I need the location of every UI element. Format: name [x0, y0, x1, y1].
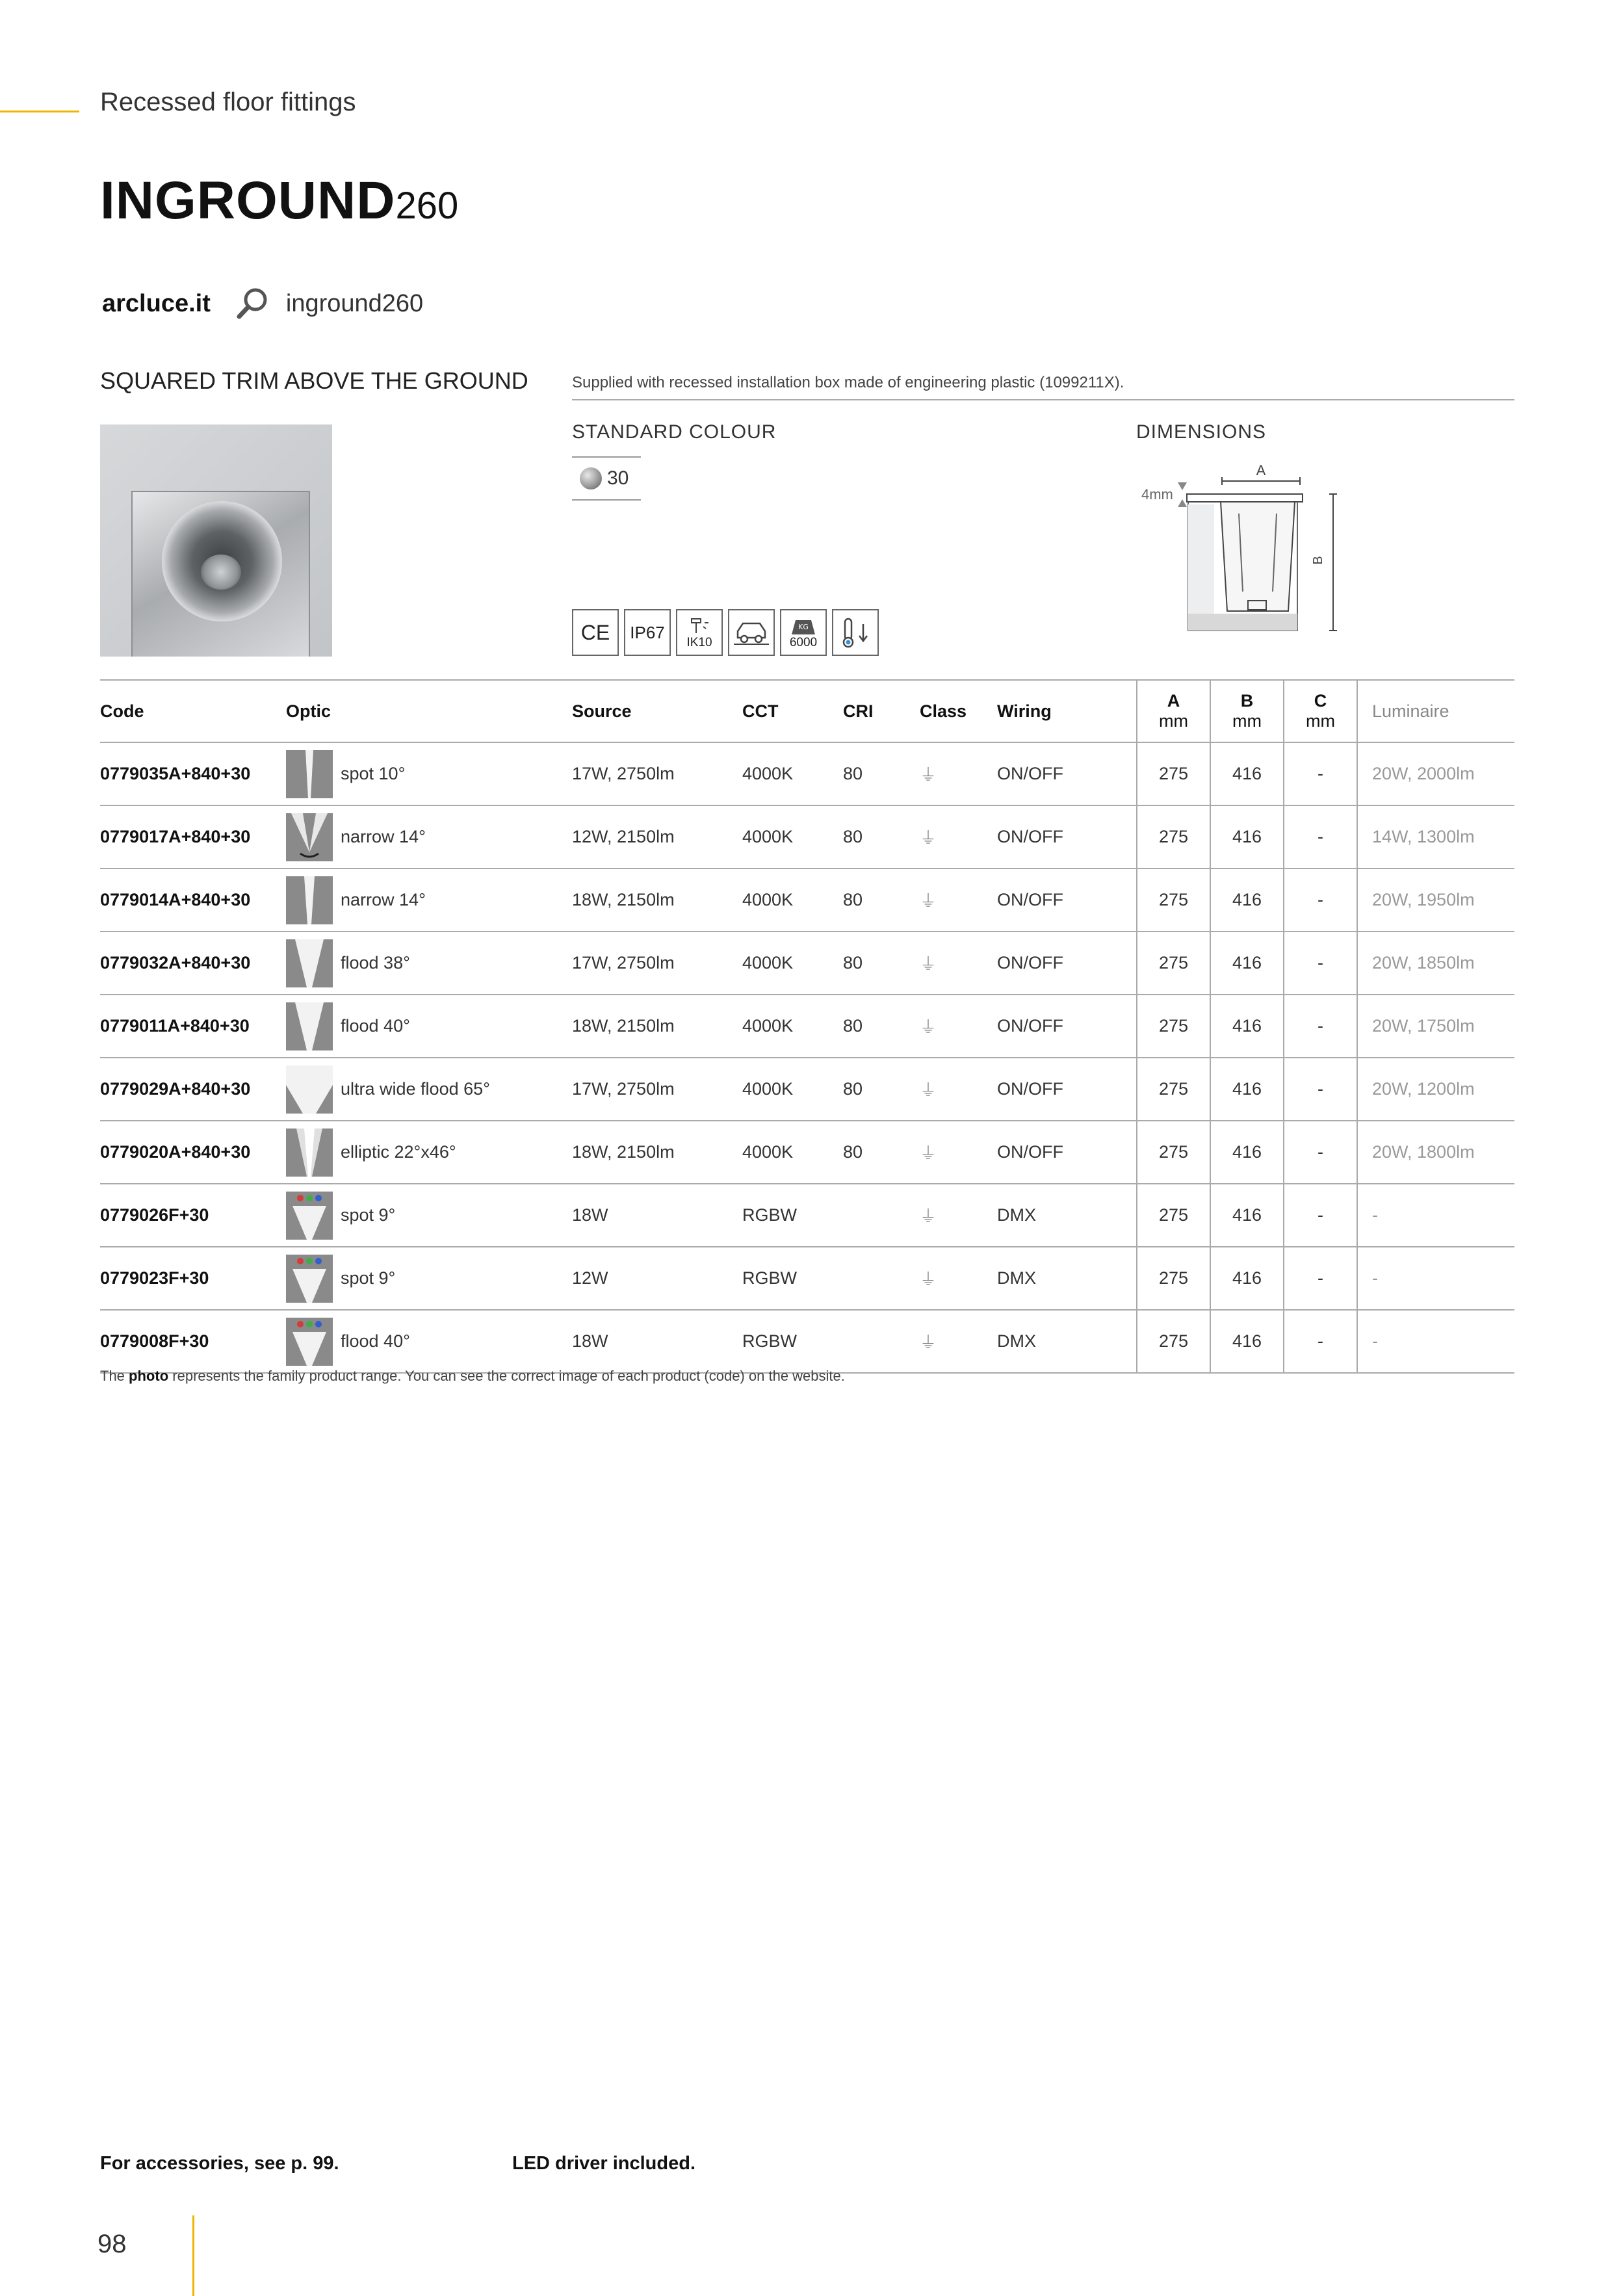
footnote-bold: photo: [129, 1368, 169, 1384]
cri-value: [843, 1310, 920, 1373]
ce-text: CE: [580, 620, 610, 644]
ip-text: IP67: [630, 622, 665, 642]
spec-table-body: [100, 742, 1514, 1373]
source-value: 12W: [572, 1268, 608, 1288]
luminaire-value: -: [1357, 1247, 1514, 1310]
accessories-note: For accessories, see p. 99.: [100, 2153, 339, 2174]
dimension-c-value: -: [1284, 1247, 1357, 1310]
wiring-value: ON/OFF: [997, 1079, 1063, 1099]
table-row: [100, 932, 1514, 995]
source-value: 17W, 2750lm: [572, 764, 675, 783]
dimension-c-value: -: [1284, 742, 1357, 805]
luminaire-value: 14W, 1300lm: [1357, 805, 1514, 868]
header-cct: CCT: [742, 701, 779, 721]
table-row: [100, 868, 1514, 932]
cri-value: [843, 1247, 920, 1310]
class-cell: [920, 1247, 997, 1310]
optic-elliptic-icon: [286, 1128, 333, 1177]
table-row: [100, 1058, 1514, 1121]
class-cell: [920, 1058, 997, 1121]
optic-rgbw-icon: [286, 1318, 333, 1366]
footnote: [100, 1368, 845, 1385]
class-earth-icon: ⏚: [920, 1017, 937, 1037]
header-a-label: A: [1167, 691, 1180, 711]
cct-value: 4000K: [742, 890, 794, 909]
colour-dot-icon: [580, 467, 602, 489]
dimension-a-value: 275: [1137, 1058, 1210, 1121]
dimension-b-value: 416: [1210, 1310, 1284, 1373]
class-cell: [920, 1184, 997, 1247]
cct-value: RGBW: [742, 1205, 797, 1225]
cri-value: 80: [843, 1079, 863, 1099]
dimensions-drawing: [1135, 455, 1343, 644]
optic-label: flood 40°: [341, 1331, 410, 1351]
header-source: Source: [572, 701, 632, 721]
optic-label: spot 9°: [341, 1268, 396, 1288]
dimension-c-value: -: [1284, 995, 1357, 1058]
header-b-unit: mm: [1232, 711, 1262, 731]
wiring-value: DMX: [997, 1268, 1036, 1288]
ip-rating-badge: [624, 609, 671, 656]
luminaire-value: 20W, 1950lm: [1357, 868, 1514, 932]
dimension-b-value: 416: [1210, 1121, 1284, 1184]
header-c-unit: mm: [1306, 711, 1335, 731]
dimension-b-value: 416: [1210, 1184, 1284, 1247]
class-earth-icon: ⏚: [920, 891, 937, 911]
optic-wide-flood-icon: [286, 1065, 333, 1114]
dimension-a-value: 275: [1137, 1184, 1210, 1247]
product-code[interactable]: 0779029A+840+30: [100, 1079, 251, 1099]
luminaire-value: 20W, 2000lm: [1357, 742, 1514, 805]
optic-cell: [286, 1121, 572, 1184]
wiring-value: ON/OFF: [997, 764, 1063, 783]
hammer-icon: [686, 615, 712, 636]
product-code[interactable]: 0779020A+840+30: [100, 1142, 251, 1162]
drive-over-icon: [728, 609, 775, 656]
luminaire-value: -: [1357, 1310, 1514, 1373]
dimension-b-value: 416: [1210, 1058, 1284, 1121]
dimension-b-value: 416: [1210, 932, 1284, 995]
product-led-module: [201, 554, 241, 590]
class-cell: [920, 742, 997, 805]
product-name: INGROUND: [100, 171, 396, 230]
dimension-c-value: -: [1284, 805, 1357, 868]
dimension-c-value: -: [1284, 1058, 1357, 1121]
dimension-c-value: -: [1284, 1310, 1357, 1373]
product-code[interactable]: 0779023F+30: [100, 1268, 209, 1288]
dimension-a-value: 275: [1137, 1121, 1210, 1184]
accent-line: [0, 111, 79, 112]
class-cell: [920, 932, 997, 995]
header-b-label: B: [1240, 691, 1254, 711]
class-cell: [920, 995, 997, 1058]
luminaire-value: 20W, 1200lm: [1357, 1058, 1514, 1121]
table-header-row: [100, 680, 1514, 742]
colour-code: 30: [607, 467, 629, 489]
installation-note: Supplied with recessed installation box made of engineering plastic (1099211X).: [572, 374, 1124, 391]
table-row: [100, 1184, 1514, 1247]
source-value: 18W: [572, 1331, 608, 1351]
dimension-b-value: 416: [1210, 805, 1284, 868]
optic-flood-icon: [286, 939, 333, 987]
optic-adjustable-icon: [286, 813, 333, 861]
spec-table: [100, 679, 1514, 1374]
source-value: 18W: [572, 1205, 608, 1225]
header-c-label: C: [1314, 691, 1327, 711]
table-row: [100, 1247, 1514, 1310]
website-row: [102, 284, 423, 323]
wiring-value: ON/OFF: [997, 890, 1063, 909]
table-row: [100, 805, 1514, 868]
dimension-b-value: 416: [1210, 868, 1284, 932]
class-earth-icon: ⏚: [920, 1207, 937, 1226]
luminaire-value: 20W, 1750lm: [1357, 995, 1514, 1058]
wiring-value: ON/OFF: [997, 827, 1063, 846]
cri-value: 80: [843, 953, 863, 972]
product-code[interactable]: 0779017A+840+30: [100, 827, 251, 846]
dimension-a-value: 275: [1137, 1247, 1210, 1310]
optic-cell: [286, 1184, 572, 1247]
cri-value: 80: [843, 1142, 863, 1162]
optic-cell: [286, 868, 572, 932]
dimension-a-value: 275: [1137, 805, 1210, 868]
optic-cell: [286, 1247, 572, 1310]
dimension-c-value: -: [1284, 868, 1357, 932]
colour-swatch: [572, 456, 641, 501]
dimension-a-value: 275: [1137, 742, 1210, 805]
thermometer-icon: [837, 616, 874, 649]
standard-colour-label: STANDARD COLOUR: [572, 421, 777, 443]
wiring-value: ON/OFF: [997, 1016, 1063, 1036]
ik-text: IK10: [686, 636, 712, 649]
cct-value: RGBW: [742, 1331, 797, 1351]
header-cri: CRI: [843, 701, 874, 721]
cct-value: 4000K: [742, 1016, 794, 1036]
header-code: Code: [100, 701, 144, 721]
optic-cell: [286, 1310, 572, 1373]
source-value: 12W, 2150lm: [572, 827, 675, 846]
optic-rgbw-icon: [286, 1255, 333, 1303]
wiring-value: DMX: [997, 1331, 1036, 1351]
low-temperature-icon: [832, 609, 879, 656]
product-code[interactable]: 0779014A+840+30: [100, 890, 251, 909]
load-text: 6000: [789, 636, 818, 649]
optic-label: flood 40°: [341, 1016, 410, 1036]
header-a-unit: mm: [1159, 711, 1188, 731]
load-rating-badge: [780, 609, 827, 656]
product-code[interactable]: 0779032A+840+30: [100, 953, 251, 972]
certification-badges: [572, 609, 879, 656]
product-code[interactable]: 0779035A+840+30: [100, 764, 251, 783]
table-row: [100, 1310, 1514, 1373]
cct-value: 4000K: [742, 953, 794, 972]
footnote-suffix: represents the family product range. You can see the correct image of each product (code) on the website.: [172, 1368, 845, 1384]
class-cell: [920, 1121, 997, 1184]
class-earth-icon: ⏚: [920, 954, 937, 974]
cct-value: RGBW: [742, 1268, 797, 1288]
class-earth-icon: ⏚: [920, 1080, 937, 1100]
source-value: 18W, 2150lm: [572, 1016, 675, 1036]
cri-value: [843, 1184, 920, 1247]
ce-mark-icon: [572, 609, 619, 656]
load-unit: KG: [798, 623, 809, 631]
table-row: [100, 995, 1514, 1058]
table-row: [100, 1121, 1514, 1184]
source-value: 17W, 2750lm: [572, 1079, 675, 1099]
optic-cell: [286, 1058, 572, 1121]
header-class: Class: [920, 701, 967, 721]
source-value: 17W, 2750lm: [572, 953, 675, 972]
dimension-a-label: A: [1256, 462, 1266, 478]
product-title: [100, 170, 458, 231]
luminaire-value: -: [1357, 1184, 1514, 1247]
optic-cell: [286, 742, 572, 805]
header-wiring: Wiring: [997, 701, 1052, 721]
impact-rating-icon: [676, 609, 723, 656]
dimension-c-value: -: [1284, 1121, 1357, 1184]
header-luminaire: Luminaire: [1357, 680, 1514, 742]
optic-label: narrow 14°: [341, 827, 426, 846]
cct-value: 4000K: [742, 1142, 794, 1162]
header-optic: Optic: [286, 701, 331, 721]
optic-cell: [286, 995, 572, 1058]
car-icon: [733, 618, 770, 647]
class-earth-icon: ⏚: [920, 828, 937, 848]
optic-cell: [286, 805, 572, 868]
cri-value: 80: [843, 764, 863, 783]
class-earth-icon: ⏚: [920, 1333, 937, 1352]
luminaire-value: 20W, 1850lm: [1357, 932, 1514, 995]
search-term[interactable]: inground260: [285, 289, 424, 317]
dimension-c-value: -: [1284, 932, 1357, 995]
dimension-a-value: 275: [1137, 995, 1210, 1058]
class-cell: [920, 805, 997, 868]
dimension-b-value: 416: [1210, 995, 1284, 1058]
header-c: [1284, 680, 1357, 742]
page-accent-bar: [192, 2215, 194, 2296]
optic-label: flood 38°: [341, 953, 410, 972]
optic-label: ultra wide flood 65°: [341, 1079, 490, 1099]
product-suffix: 260: [395, 185, 459, 227]
website-link[interactable]: arcluce.it: [102, 289, 211, 317]
dimension-a-value: 275: [1137, 868, 1210, 932]
product-code[interactable]: 0779026F+30: [100, 1205, 209, 1225]
cri-value: 80: [843, 890, 863, 909]
dimension-b-value: 416: [1210, 742, 1284, 805]
wiring-value: DMX: [997, 1205, 1036, 1225]
class-cell: [920, 1310, 997, 1373]
class-earth-icon: ⏚: [920, 765, 937, 785]
class-earth-icon: ⏚: [920, 1270, 937, 1289]
product-photo: [100, 424, 332, 657]
optic-cell: [286, 932, 572, 995]
optic-label: spot 9°: [341, 1205, 396, 1225]
driver-note: LED driver included.: [512, 2153, 695, 2174]
optic-narrow-icon: [286, 876, 333, 924]
luminaire-value: 20W, 1800lm: [1357, 1121, 1514, 1184]
cri-value: 80: [843, 1016, 863, 1036]
source-value: 18W, 2150lm: [572, 890, 675, 909]
footnote-prefix: The: [100, 1368, 125, 1384]
dimension-c-value: -: [1284, 1184, 1357, 1247]
cct-value: 4000K: [742, 827, 794, 846]
optic-rgbw-icon: [286, 1192, 333, 1240]
dimension-b-label: B: [1311, 556, 1325, 565]
dimensions-label: DIMENSIONS: [1136, 421, 1267, 443]
cct-value: 4000K: [742, 1079, 794, 1099]
header-a: [1137, 680, 1210, 742]
wiring-value: ON/OFF: [997, 1142, 1063, 1162]
class-earth-icon: ⏚: [920, 1143, 937, 1163]
trim-subtitle: SQUARED TRIM ABOVE THE GROUND: [100, 367, 528, 394]
source-value: 18W, 2150lm: [572, 1142, 675, 1162]
header-b: [1210, 680, 1284, 742]
product-code[interactable]: 0779008F+30: [100, 1331, 209, 1351]
dimension-a-value: 275: [1137, 932, 1210, 995]
divider: [572, 399, 1514, 400]
class-cell: [920, 868, 997, 932]
optic-flood-icon: [286, 1002, 333, 1050]
wiring-value: ON/OFF: [997, 953, 1063, 972]
cct-value: 4000K: [742, 764, 794, 783]
page-number: 98: [97, 2230, 127, 2258]
optic-label: elliptic 22°x46°: [341, 1142, 456, 1162]
dimension-a-value: 275: [1137, 1310, 1210, 1373]
search-icon[interactable]: [233, 284, 272, 323]
dimension-depth-label: 4mm: [1141, 486, 1173, 502]
dimension-b-value: 416: [1210, 1247, 1284, 1310]
section-title: Recessed floor fittings: [100, 88, 356, 116]
cri-value: 80: [843, 827, 863, 846]
table-row: [100, 742, 1514, 805]
optic-label: spot 10°: [341, 764, 406, 783]
optic-label: narrow 14°: [341, 890, 426, 909]
weight-icon: [789, 615, 818, 636]
optic-spot-icon: [286, 750, 333, 798]
product-code[interactable]: 0779011A+840+30: [100, 1016, 250, 1036]
